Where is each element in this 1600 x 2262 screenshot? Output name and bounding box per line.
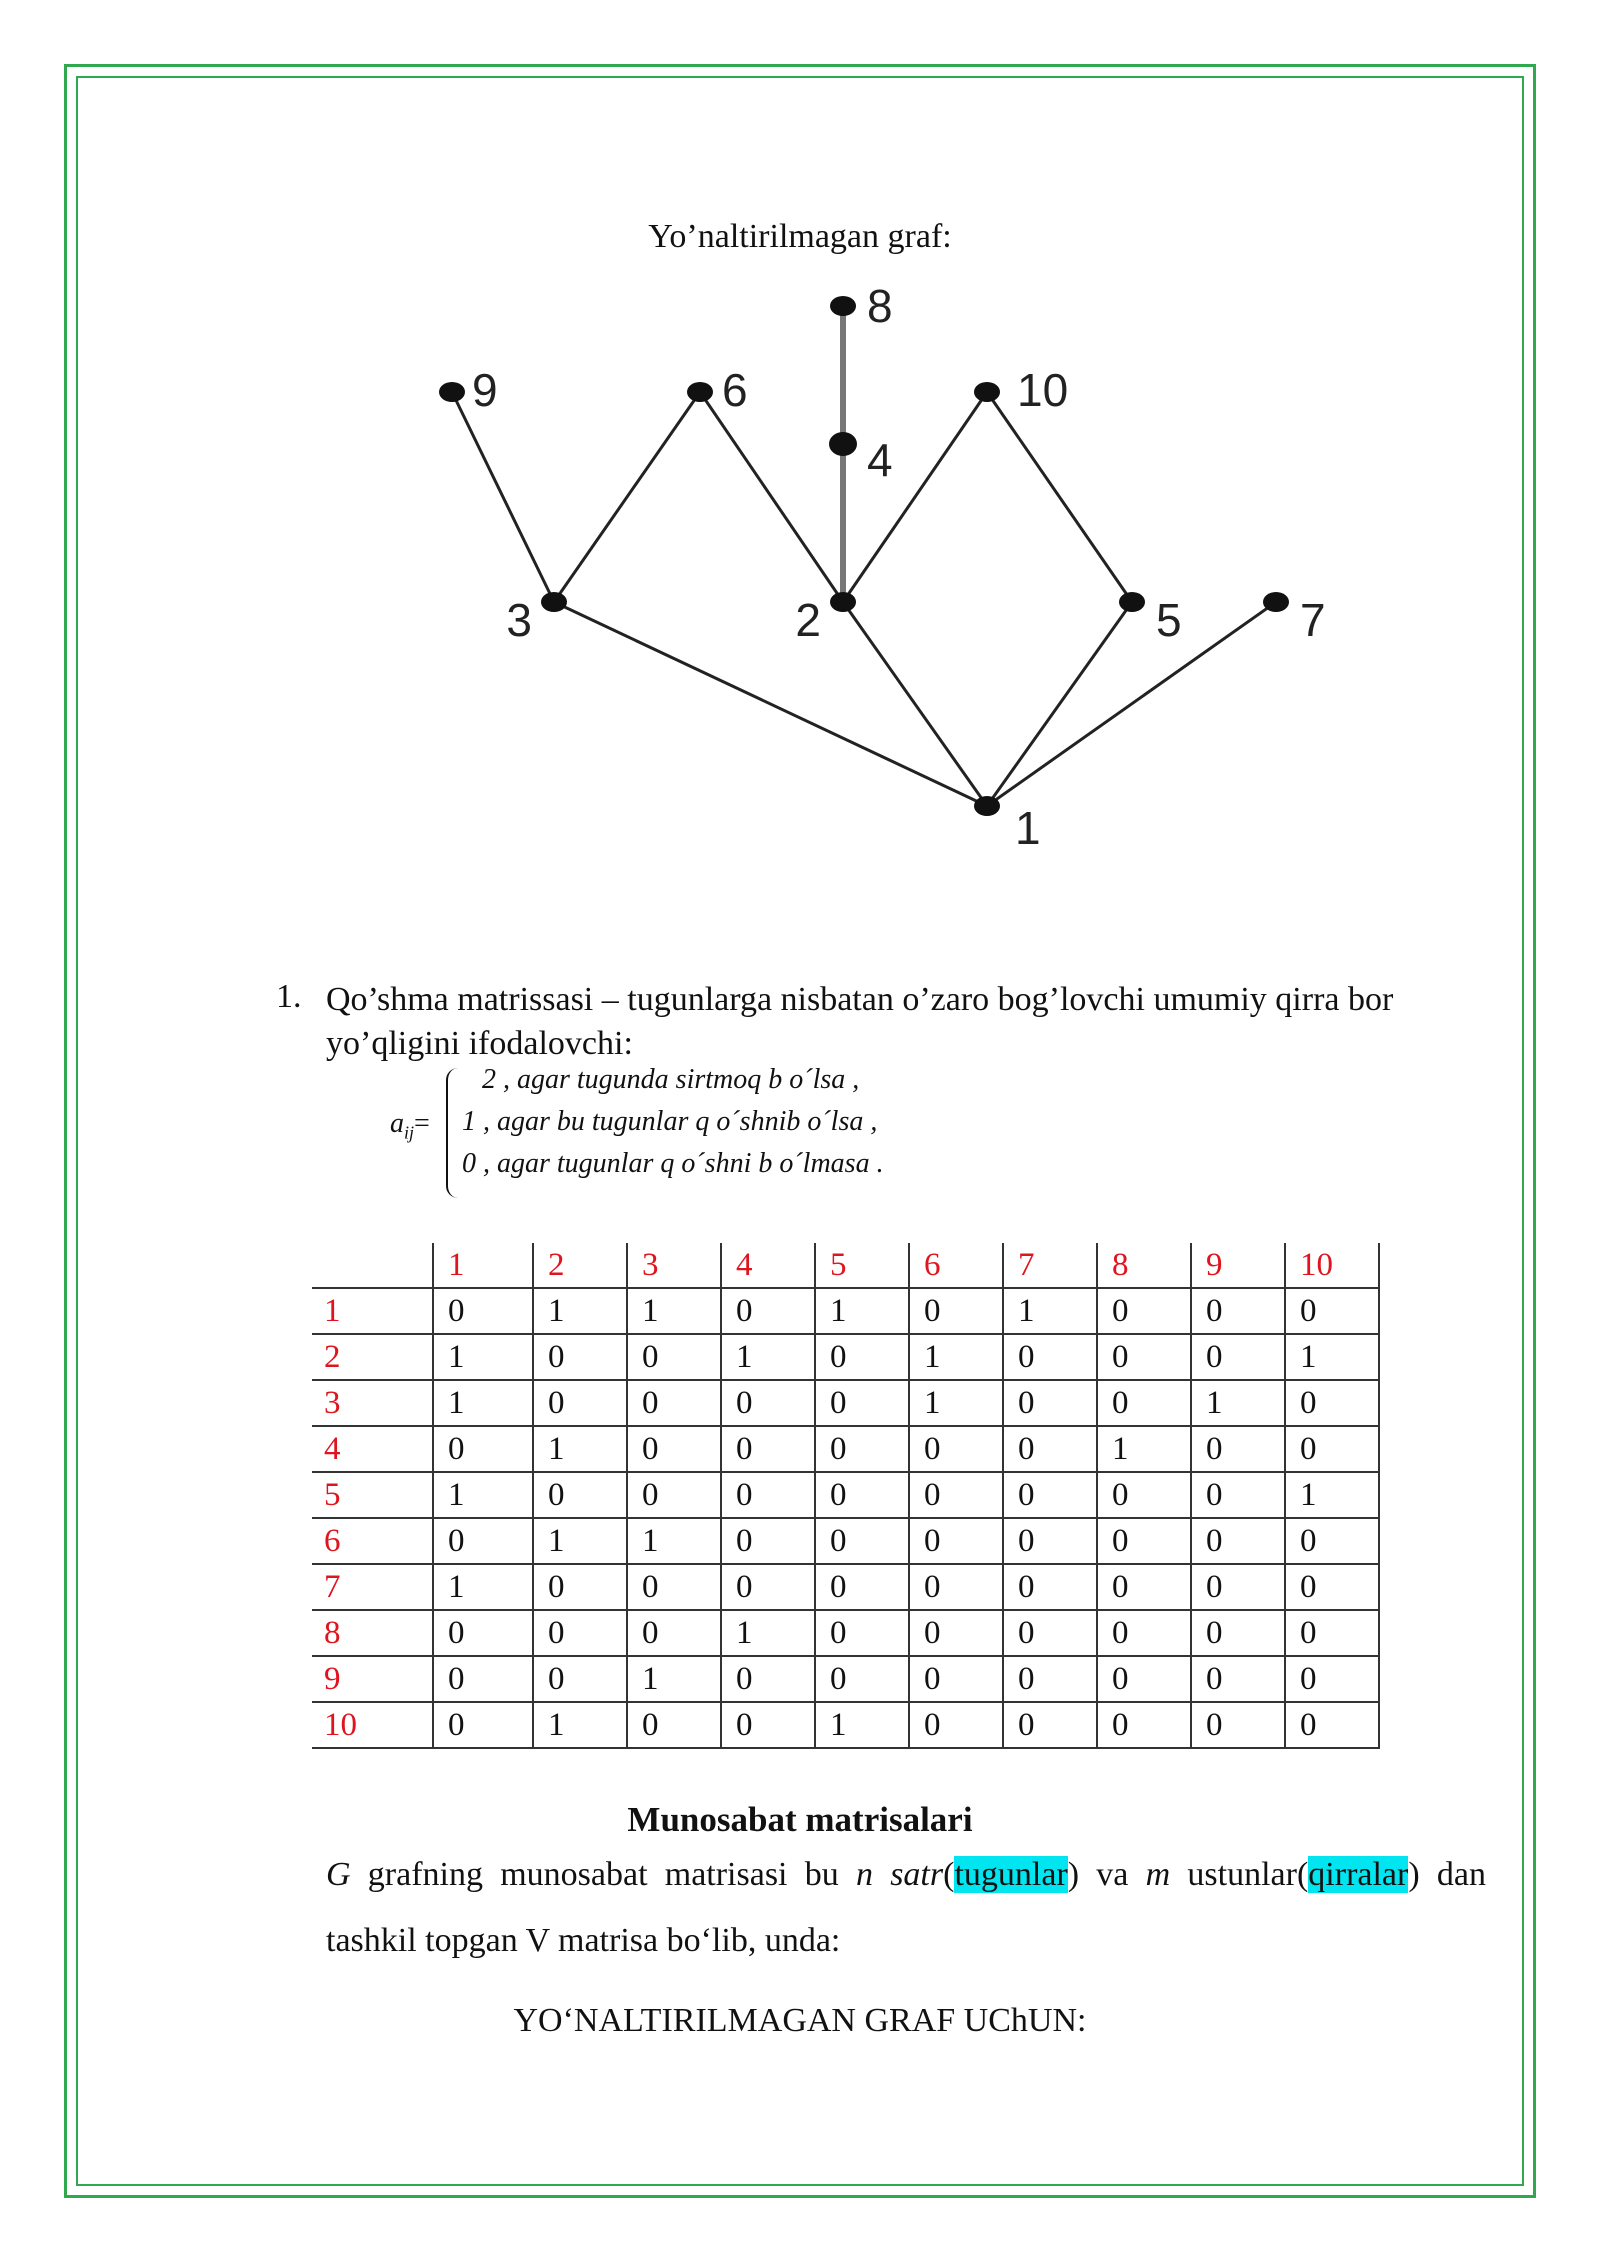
node-9 (439, 382, 465, 402)
matrix-cell: 0 (1003, 1380, 1097, 1426)
table-row (312, 1656, 1379, 1702)
matrix-cell: 0 (1285, 1564, 1379, 1610)
node-label-5: 5 (1156, 594, 1182, 646)
node-8 (830, 296, 856, 316)
matrix-row-header: 9 (312, 1656, 433, 1702)
matrix-cell: 0 (1003, 1702, 1097, 1748)
matrix-cell: 1 (1191, 1380, 1285, 1426)
matrix-cell: 0 (533, 1380, 627, 1426)
matrix-cell: 0 (909, 1702, 1003, 1748)
matrix-cell: 0 (433, 1426, 533, 1472)
matrix-cell: 0 (1191, 1610, 1285, 1656)
matrix-cell: 0 (1003, 1656, 1097, 1702)
matrix-cell: 1 (1285, 1472, 1379, 1518)
matrix-cell: 0 (909, 1426, 1003, 1472)
matrix-cell: 0 (433, 1702, 533, 1748)
matrix-cell: 0 (1285, 1380, 1379, 1426)
matrix-cell: 0 (721, 1518, 815, 1564)
matrix-cell: 0 (1097, 1702, 1191, 1748)
matrix-cell: 1 (1285, 1334, 1379, 1380)
edge-2-1 (843, 602, 987, 806)
node-1 (974, 796, 1000, 816)
node-label-6: 6 (722, 364, 748, 416)
node-10 (974, 382, 1000, 402)
formula-case-3: 0 , agar tugunlar q o´shni b o´lmasa . (462, 1148, 884, 1179)
matrix-col-header: 9 (1191, 1243, 1285, 1288)
matrix-cell: 0 (1285, 1426, 1379, 1472)
matrix-cell: 0 (533, 1334, 627, 1380)
matrix-cell: 0 (1191, 1472, 1285, 1518)
graph-nodes (439, 296, 1289, 816)
graph-edges (452, 306, 1276, 806)
matrix-row-header: 5 (312, 1472, 433, 1518)
matrix-cell: 1 (721, 1334, 815, 1380)
matrix-cell: 0 (721, 1380, 815, 1426)
node-label-2: 2 (795, 594, 821, 646)
matrix-cell: 1 (909, 1380, 1003, 1426)
matrix-cell: 0 (815, 1564, 909, 1610)
node-2 (830, 592, 856, 612)
subheading-undirected: YO‘NALTIRILMAGAN GRAF UChUN: (513, 2002, 1087, 2039)
matrix-cell: 0 (1285, 1656, 1379, 1702)
matrix-cell: 0 (1285, 1610, 1379, 1656)
edge-10-5 (987, 392, 1132, 602)
matrix-cell: 0 (1097, 1334, 1191, 1380)
adjacency-matrix (312, 1243, 1380, 1749)
matrix-cell: 0 (1191, 1656, 1285, 1702)
node-4 (829, 432, 857, 456)
formula-brace (446, 1068, 462, 1198)
matrix-cell: 0 (1097, 1610, 1191, 1656)
section-title: Munosabat matrisalari (627, 1800, 973, 1839)
matrix-cell: 0 (1097, 1564, 1191, 1610)
matrix-cell: 0 (627, 1564, 721, 1610)
matrix-cell: 0 (1097, 1472, 1191, 1518)
matrix-row-header: 10 (312, 1702, 433, 1748)
matrix-cell: 0 (1191, 1702, 1285, 1748)
matrix-row-header: 2 (312, 1334, 433, 1380)
matrix-cell: 0 (1003, 1426, 1097, 1472)
table-row (312, 1334, 1379, 1380)
matrix-cell: 0 (815, 1426, 909, 1472)
matrix-cell: 1 (1097, 1426, 1191, 1472)
matrix-cell: 0 (433, 1610, 533, 1656)
matrix-cell: 0 (815, 1518, 909, 1564)
matrix-cell: 1 (533, 1702, 627, 1748)
matrix-cell: 0 (721, 1288, 815, 1334)
highlight-tugunlar: tugunlar (954, 1856, 1068, 1893)
node-7 (1263, 592, 1289, 612)
matrix-row-header: 7 (312, 1564, 433, 1610)
matrix-cell: 0 (627, 1380, 721, 1426)
matrix-cell: 0 (1003, 1472, 1097, 1518)
matrix-cell: 1 (721, 1610, 815, 1656)
graph-labels (472, 280, 1326, 854)
node-5 (1119, 592, 1145, 612)
matrix-cell: 0 (815, 1380, 909, 1426)
matrix-row-header: 1 (312, 1288, 433, 1334)
matrix-cell: 0 (721, 1472, 815, 1518)
matrix-cell: 0 (909, 1564, 1003, 1610)
matrix-cell: 0 (1003, 1564, 1097, 1610)
adjacency-formula (390, 1064, 1090, 1208)
matrix-col-header: 4 (721, 1243, 815, 1288)
table-row (312, 1426, 1379, 1472)
matrix-cell: 0 (815, 1334, 909, 1380)
matrix-cell: 0 (1097, 1518, 1191, 1564)
edge-2-10 (843, 392, 987, 602)
matrix-cell: 0 (1191, 1288, 1285, 1334)
node-label-9: 9 (472, 364, 498, 416)
matrix-cell: 0 (1191, 1426, 1285, 1472)
matrix-cell: 0 (815, 1472, 909, 1518)
table-row (312, 1380, 1379, 1426)
edge-3-6 (554, 392, 700, 602)
node-label-3: 3 (506, 594, 532, 646)
matrix-cell: 0 (433, 1288, 533, 1334)
matrix-cell: 0 (627, 1426, 721, 1472)
matrix-cell: 1 (627, 1288, 721, 1334)
table-row (312, 1564, 1379, 1610)
table-row (312, 1610, 1379, 1656)
table-row (312, 1288, 1379, 1334)
matrix-col-header: 5 (815, 1243, 909, 1288)
matrix-col-header: 1 (433, 1243, 533, 1288)
highlight-qirralar: qirralar (1308, 1856, 1409, 1893)
table-row (312, 1518, 1379, 1564)
table-row (312, 1702, 1379, 1748)
matrix-col-header: 7 (1003, 1243, 1097, 1288)
matrix-cell: 1 (909, 1334, 1003, 1380)
matrix-cell: 0 (1191, 1564, 1285, 1610)
matrix-cell: 1 (815, 1288, 909, 1334)
matrix-cell: 0 (721, 1656, 815, 1702)
matrix-cell: 1 (533, 1518, 627, 1564)
matrix-cell: 0 (721, 1564, 815, 1610)
matrix-cell: 0 (627, 1472, 721, 1518)
matrix-cell: 0 (533, 1472, 627, 1518)
matrix-cell: 1 (815, 1702, 909, 1748)
formula-lhs: $a_{ij}=$ (390, 1108, 430, 1143)
node-label-8: 8 (867, 280, 893, 332)
matrix-cell: 0 (909, 1518, 1003, 1564)
matrix-cell: 0 (1191, 1518, 1285, 1564)
matrix-row-header: 6 (312, 1518, 433, 1564)
matrix-cell: 1 (627, 1656, 721, 1702)
matrix-cell: 0 (1285, 1702, 1379, 1748)
node-label-7: 7 (1300, 594, 1326, 646)
matrix-cell: 1 (433, 1334, 533, 1380)
table-row (312, 1472, 1379, 1518)
edge-9-3 (452, 392, 554, 602)
matrix-cell: 0 (815, 1610, 909, 1656)
graph-diagram (0, 270, 1600, 870)
matrix-cell: 0 (1003, 1610, 1097, 1656)
matrix-corner (312, 1243, 433, 1288)
matrix-cell: 0 (909, 1610, 1003, 1656)
matrix-cell: 0 (909, 1472, 1003, 1518)
matrix-row-header: 3 (312, 1380, 433, 1426)
matrix-cell: 1 (433, 1380, 533, 1426)
formula-case-1: 2 , agar tugunda sirtmoq b o´lsa , (482, 1064, 860, 1095)
matrix-row-header: 4 (312, 1426, 433, 1472)
edge-3-1 (554, 602, 987, 806)
matrix-col-header: 6 (909, 1243, 1003, 1288)
matrix-cell: 0 (909, 1656, 1003, 1702)
matrix-cell: 1 (433, 1472, 533, 1518)
matrix-cell: 0 (533, 1656, 627, 1702)
matrix-cell: 0 (627, 1702, 721, 1748)
matrix-cell: 0 (627, 1334, 721, 1380)
matrix-cell: 0 (1003, 1518, 1097, 1564)
edge-6-2 (700, 392, 843, 602)
node-label-10: 10 (1017, 364, 1069, 416)
matrix-cell: 0 (815, 1656, 909, 1702)
matrix-cell: 0 (1285, 1518, 1379, 1564)
matrix-cell: 0 (1097, 1380, 1191, 1426)
matrix-cell: 0 (1097, 1288, 1191, 1334)
matrix-cell: 0 (1003, 1334, 1097, 1380)
list-item-number: 1. (276, 978, 302, 1015)
matrix-cell: 1 (627, 1518, 721, 1564)
matrix-row-header: 8 (312, 1610, 433, 1656)
matrix-cell: 0 (721, 1702, 815, 1748)
matrix-header-row (312, 1243, 1379, 1288)
formula-case-2: 1 , agar bu tugunlar q o´shnib o´lsa , (462, 1106, 878, 1137)
matrix-cell: 1 (433, 1564, 533, 1610)
matrix-cell: 0 (533, 1610, 627, 1656)
matrix-cell: 1 (533, 1426, 627, 1472)
node-label-1: 1 (1015, 802, 1041, 854)
matrix-col-header: 8 (1097, 1243, 1191, 1288)
matrix-cell: 0 (433, 1656, 533, 1702)
graph-title: Yo’naltirilmagan graf: (648, 218, 952, 255)
node-6 (687, 382, 713, 402)
matrix-cell: 0 (909, 1288, 1003, 1334)
matrix-col-header: 2 (533, 1243, 627, 1288)
edge-7-1 (987, 602, 1276, 806)
matrix-cell: 0 (1097, 1656, 1191, 1702)
matrix-col-header: 10 (1285, 1243, 1379, 1288)
matrix-col-header: 3 (627, 1243, 721, 1288)
node-label-4: 4 (867, 434, 893, 486)
matrix-cell: 0 (721, 1426, 815, 1472)
matrix-cell: 0 (627, 1610, 721, 1656)
matrix-cell: 0 (433, 1518, 533, 1564)
incidence-paragraph: G grafning munosabat matrisasi bu n satr(tugunlar) va m ustunlar(qirralar) dan tashkil topgan V matrisa bo‘lib, unda: (326, 1856, 1486, 1959)
list-item-text: Qo’shma matrissasi – tugunlarga nisbatan o’zaro bog’lovchi umumiy qirra bor yo’qligini ifodalovchi: (326, 981, 1394, 1062)
matrix-cell: 0 (533, 1564, 627, 1610)
matrix-cell: 1 (1003, 1288, 1097, 1334)
matrix-cell: 0 (1285, 1288, 1379, 1334)
matrix-cell: 0 (1191, 1334, 1285, 1380)
matrix-cell: 1 (533, 1288, 627, 1334)
edge-5-1 (987, 602, 1132, 806)
node-3 (541, 592, 567, 612)
